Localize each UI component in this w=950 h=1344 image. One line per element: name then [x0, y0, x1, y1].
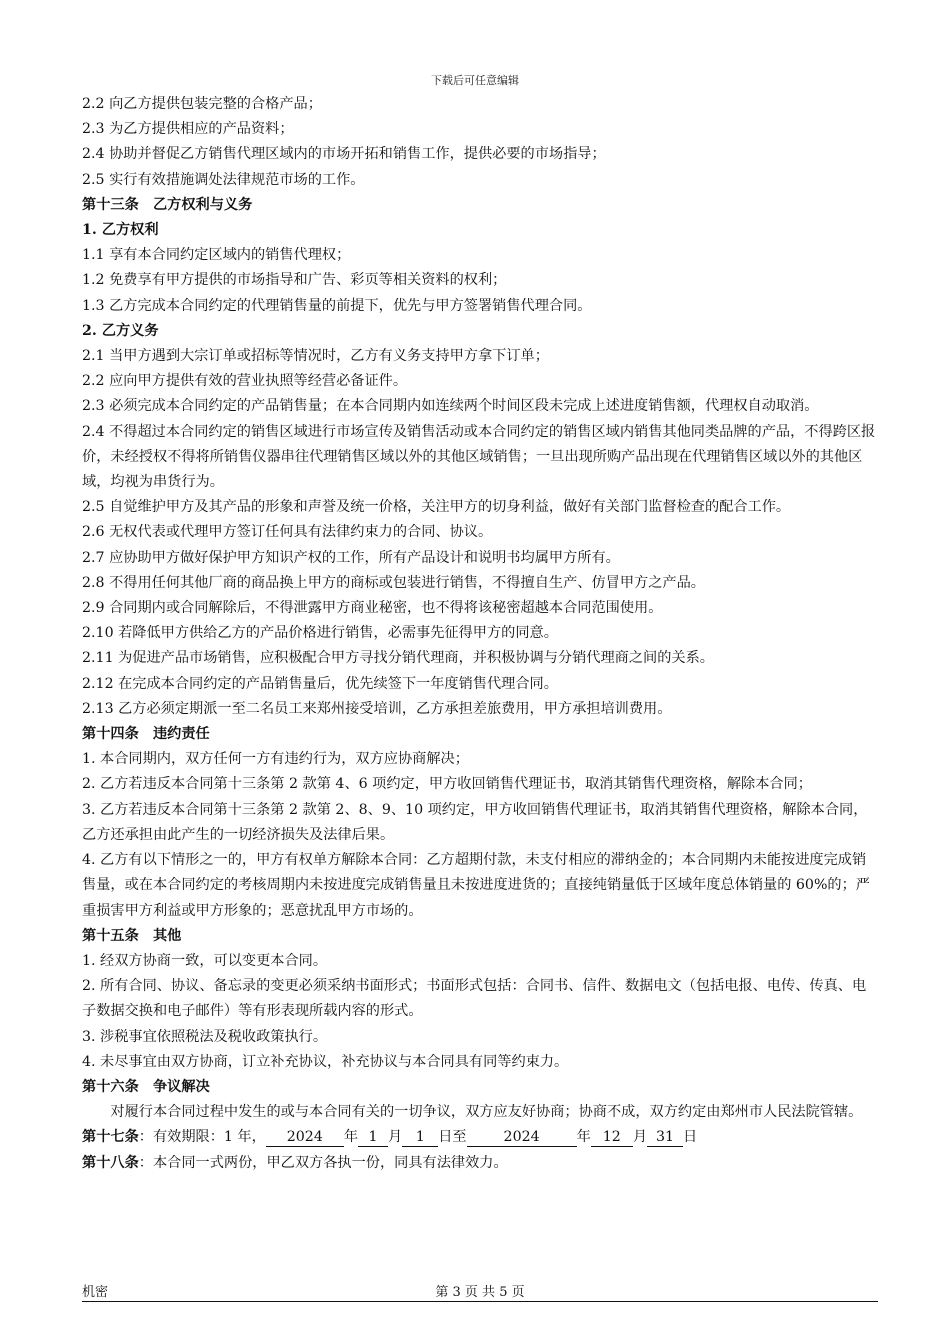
article-18-body: ：本合同一式两份，甲乙双方各执一份，同具有法律效力。 — [138, 1154, 508, 1171]
end-day: 31 — [647, 1128, 683, 1147]
day-word: 日 — [683, 1129, 698, 1146]
page-header: 下载后可任意编辑 — [431, 74, 519, 87]
other-item: 1. 经双方协商一致，可以变更本合同。 — [82, 952, 328, 969]
duties-item: 2.1 当甲方遇到大宗订单或招标等情况时，乙方有义务支持甲方拿下订单； — [82, 348, 549, 365]
confidential-label: 机密 — [82, 1285, 109, 1300]
duties-item: 2.2 应向甲方提供有效的营业执照等经营必备证件。 — [82, 373, 408, 390]
page-footer — [82, 1281, 878, 1302]
duties-item: 2.6 无权代表或代理甲方签订任何具有法律约束力的合同、协议。 — [82, 524, 493, 541]
article-16-title: 第十六条 争议解决 — [82, 1078, 210, 1095]
other-item: 2. 所有合同、协议、备忘录的变更必须采纳书面形式；书面形式包括：合同书、信件、数据电文（包括电报、电传、传真、电子数据交换和电子邮件）等有形表现所载内容的形式。 — [82, 978, 867, 1020]
start-year: 2024 — [266, 1128, 344, 1147]
article-18-title: 第十八条 — [82, 1154, 139, 1171]
duties-item: 2.11 为促进产品市场销售，应积极配合甲方寻找分销代理商，并积极协调与分销代理商之间的关系。 — [82, 650, 714, 667]
rights-item: 1.2 免费享有甲方提供的市场指导和广告、彩页等相关资料的权利； — [82, 272, 507, 289]
duties-item: 2.8 不得用任何其他厂商的商品换上甲方的商标或包装进行销售，不得擅自生产、仿冒甲方之产品。 — [82, 574, 705, 591]
end-year: 2024 — [467, 1128, 577, 1147]
other-item: 4. 未尽事宜由双方协商，订立补充协议，补充协议与本合同具有同等约束力。 — [82, 1053, 569, 1070]
duties-title: 2. 乙方义务 — [82, 322, 159, 339]
article-17-title: 第十七条 — [82, 1129, 139, 1146]
clause-2-2: 2.2 向乙方提供包装完整的合格产品； — [82, 96, 322, 112]
year-word: 年 — [576, 1129, 591, 1146]
clause-2-5: 2.5 实行有效措施调处法律规范市场的工作。 — [82, 171, 365, 188]
other-item: 3. 涉税事宜依照税法及税收政策执行。 — [82, 1028, 328, 1045]
document-body — [82, 92, 878, 1176]
article-15-title: 第十五条 其他 — [82, 927, 182, 944]
duties-item: 2.10 若降低甲方供给乙方的产品价格进行销售，必需事先征得甲方的同意。 — [82, 625, 558, 642]
rights-item: 1.3 乙方完成本合同约定的代理销售量的前提下，优先与甲方签署销售代理合同。 — [82, 297, 592, 314]
duties-item: 2.9 合同期内或合同解除后，不得泄露甲方商业秘密，也不得将该秘密超越本合同范围使用。 — [82, 600, 663, 617]
liability-item: 1. 本合同期内，双方任何一方有违约行为，双方应协商解决； — [82, 751, 469, 768]
duties-item: 2.4 不得超过本合同约定的销售区域进行市场宣传及销售活动或本合同约定的销售区域内销售其他同类品牌的产品，不得跨区报价，未经授权不得将所销售仪器串往代理销售区域以外的其他区域销售；一旦出现所购产品出现在代理销售区域以外的其他区域，均视为串货行为。 — [82, 423, 876, 491]
year-word: 年 — [343, 1129, 359, 1146]
article-17 — [82, 1125, 878, 1150]
dispute-body: 对履行本合同过程中发生的或与本合同有关的一切争议，双方应友好协商；协商不成，双方约定由郑州市人民法院管辖。 — [110, 1104, 863, 1121]
page-number: 第 3 页 共 5 页 — [435, 1285, 525, 1300]
duties-item: 2.3 必须完成本合同约定的产品销售量；在本合同期内如连续两个时间区段未完成上述进度销售额，代理权自动取消。 — [82, 398, 819, 415]
duties-item: 2.13 乙方必须定期派一至二名员工来郑州接受培训，乙方承担差旅费用，甲方承担培训费用。 — [82, 700, 672, 717]
end-month: 12 — [591, 1128, 633, 1147]
article-13-title: 第十三条 乙方权利与义务 — [82, 196, 253, 213]
rights-item: 1.1 享有本合同约定区域内的销售代理权； — [82, 247, 351, 264]
clause-2-3: 2.3 为乙方提供相应的产品资料； — [82, 121, 294, 138]
month-word: 月 — [388, 1129, 403, 1146]
rights-title: 1. 乙方权利 — [82, 222, 159, 239]
start-day: 1 — [402, 1128, 438, 1147]
clause-2-4: 2.4 协助并督促乙方销售代理区域内的市场开拓和销售工作，提供必要的市场指导； — [82, 146, 606, 163]
liability-item: 3. 乙方若违反本合同第十三条第 2 款第 2、8、9、10 项约定，甲方收回销售代理证书，取消其销售代理资格，解除本合同，乙方还承担由此产生的一切经济损失及法律后果。 — [82, 801, 868, 843]
validity-prefix: ：有效期限：1 年， — [138, 1129, 266, 1146]
start-month: 1 — [358, 1128, 388, 1147]
duties-item: 2.7 应协助甲方做好保护甲方知识产权的工作，所有产品设计和说明书均属甲方所有。 — [82, 549, 620, 566]
liability-item: 2. 乙方若违反本合同第十三条第 2 款第 4、6 项约定，甲方收回销售代理证书，取消其销售代理资格，解除本合同； — [82, 776, 812, 793]
to-word: 日至 — [438, 1129, 467, 1146]
month-word: 月 — [632, 1129, 648, 1146]
duties-item: 2.5 自觉维护甲方及其产品的形象和声誉及统一价格，关注甲方的切身利益，做好有关部门监督检查的配合工作。 — [82, 499, 791, 516]
article-14-title: 第十四条 违约责任 — [82, 726, 210, 743]
liability-item: 4. 乙方有以下情形之一的，甲方有权单方解除本合同：乙方超期付款，未支付相应的滞纳金的；本合同期内未能按进度完成销售量，或在本合同约定的考核周期内未按进度完成销售量且未按进度进货的；直接纯销量低于区域年度总体销量的 60%的；严重损害甲方利益或甲方形象的；恶意扰乱甲方市场的。 — [82, 852, 870, 919]
article-18 — [82, 1151, 878, 1176]
duties-item: 2.12 在完成本合同约定的产品销售量后，优先续签下一年度销售代理合同。 — [82, 675, 558, 692]
